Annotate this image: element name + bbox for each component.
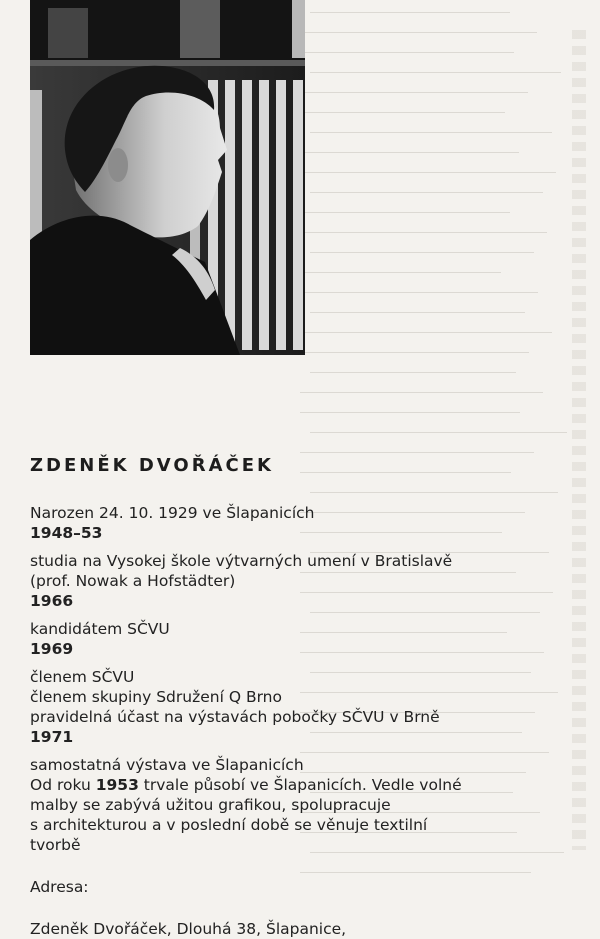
entry-line: kandidátem SČVU: [30, 620, 170, 638]
show-through-line: [300, 32, 537, 33]
address-line: Zdeněk Dvořáček, Dlouhá 38, Šlapanice,: [30, 920, 347, 938]
activity-line: tvorbě: [30, 836, 81, 854]
address-label: Adresa:: [30, 878, 89, 896]
show-through-line: [300, 172, 556, 173]
show-through-line: [300, 212, 510, 213]
entry-line: členem skupiny Sdružení Q Brno: [30, 688, 282, 706]
show-through-line: [310, 252, 534, 253]
entry-line: (prof. Nowak a Hofstädter): [30, 572, 236, 590]
entry-line: samostatná výstava ve Šlapanicích: [30, 756, 304, 774]
year-label: 1966: [30, 592, 74, 610]
show-through-line: [310, 372, 516, 373]
portrait-photo: [30, 0, 305, 355]
show-through-line: [300, 272, 501, 273]
show-through-line: [310, 192, 543, 193]
show-through-vertical-text: [572, 30, 586, 850]
show-through-line: [300, 152, 519, 153]
show-through-line: [310, 72, 561, 73]
show-through-line: [310, 312, 525, 313]
show-through-line: [300, 392, 543, 393]
entry-line: studia na Vysokej škole výtvarných umení v Bratislavě: [30, 552, 453, 570]
activity-line: malby se zabývá užitou grafikou, spolupracuje: [30, 796, 391, 814]
show-through-line: [310, 492, 558, 493]
show-through-line: [310, 132, 552, 133]
show-through-line: [300, 112, 505, 113]
show-through-line: [300, 232, 547, 233]
year-label: 1948–53: [30, 524, 103, 542]
show-through-line: [310, 432, 567, 433]
entry-line: pravidelná účast na výstavách pobočky SČVU v Brně: [30, 708, 440, 726]
show-through-line: [300, 452, 534, 453]
artist-name: ZDENĚK DVOŘÁČEK: [30, 455, 274, 476]
show-through-line: [310, 12, 510, 13]
biography: [30, 503, 510, 939]
show-through-line: [300, 52, 514, 53]
activity-line: Od roku 1953 trvale působí ve Šlapanicích. Vedle volné: [30, 776, 462, 794]
show-through-line: [300, 472, 511, 473]
birth-line: Narozen 24. 10. 1929 ve Šlapanicích: [30, 504, 315, 522]
year-label: 1971: [30, 728, 74, 746]
show-through-line: [300, 332, 552, 333]
year-label: 1969: [30, 640, 74, 658]
show-through-line: [300, 292, 538, 293]
show-through-line: [300, 92, 528, 93]
entry-line: členem SČVU: [30, 668, 135, 686]
activity-line: s architekturou a v poslední době se věnuje textilní: [30, 816, 428, 834]
show-through-line: [300, 412, 520, 413]
show-through-line: [300, 352, 529, 353]
